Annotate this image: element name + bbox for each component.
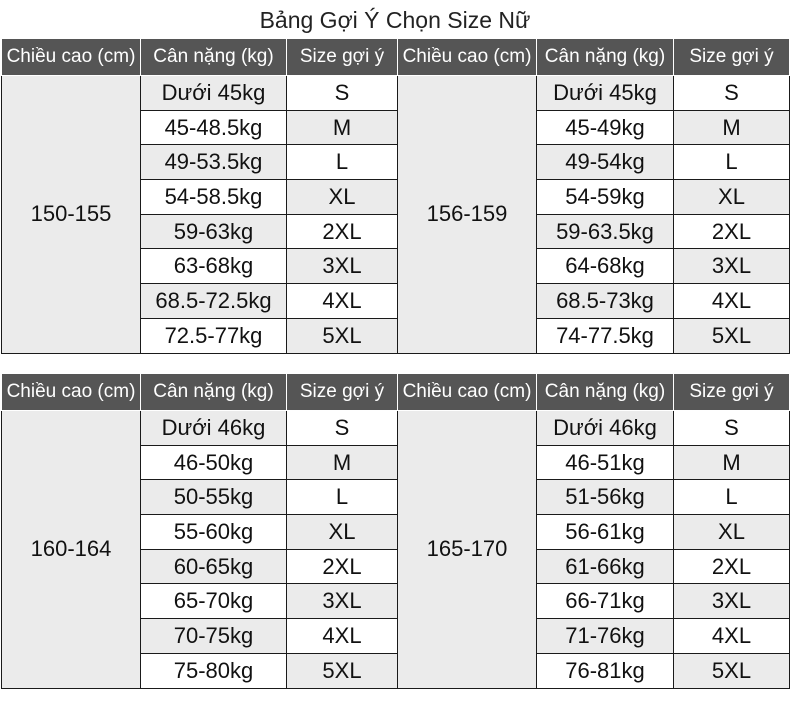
weight-cell: 60-65kg [141,549,287,584]
weight-cell: 45-48.5kg [141,110,287,145]
weight-cell: 76-81kg [537,653,674,688]
size-cell: XL [287,515,398,550]
size-cell: M [287,445,398,480]
size-cell: 2XL [287,214,398,249]
size-cell: 5XL [674,653,790,688]
size-cell: 4XL [674,619,790,654]
size-cell: L [287,480,398,515]
weight-cell: 75-80kg [141,653,287,688]
height-range-cell: 160-164 [2,411,141,689]
header-size: Size gợi ý [287,39,398,76]
size-cell: 4XL [287,284,398,319]
weight-cell: 49-54kg [537,145,674,180]
table-row [2,76,790,111]
header-size: Size gợi ý [674,374,790,411]
size-cell: 3XL [287,249,398,284]
weight-cell: 49-53.5kg [141,145,287,180]
table-header-row [2,39,790,76]
size-cell: XL [674,515,790,550]
weight-cell: 56-61kg [537,515,674,550]
height-range-cell: 150-155 [2,76,141,354]
size-cell: M [674,445,790,480]
weight-cell: Dưới 46kg [141,411,287,446]
size-cell: L [287,145,398,180]
size-cell: S [287,76,398,111]
size-cell: S [674,411,790,446]
size-cell: 4XL [674,284,790,319]
size-cell: 2XL [287,549,398,584]
weight-cell: 46-51kg [537,445,674,480]
header-height: Chiều cao (cm) [398,39,537,76]
weight-cell: 66-71kg [537,584,674,619]
page-title: Bảng Gợi Ý Chọn Size Nữ [259,7,531,33]
size-table-bottom [1,373,790,689]
weight-cell: Dưới 46kg [537,411,674,446]
size-cell: 2XL [674,549,790,584]
header-weight: Cân nặng (kg) [537,374,674,411]
size-cell: XL [287,180,398,215]
size-cell: 3XL [287,584,398,619]
size-cell: L [674,145,790,180]
header-weight: Cân nặng (kg) [537,39,674,76]
size-cell: S [287,411,398,446]
weight-cell: 61-66kg [537,549,674,584]
header-weight: Cân nặng (kg) [141,374,287,411]
size-cell: 3XL [674,584,790,619]
size-cell: 4XL [287,619,398,654]
size-cell: 5XL [674,318,790,353]
header-weight: Cân nặng (kg) [141,39,287,76]
size-cell: 5XL [287,318,398,353]
weight-cell: 68.5-73kg [537,284,674,319]
weight-cell: 70-75kg [141,619,287,654]
weight-cell: 63-68kg [141,249,287,284]
weight-cell: 71-76kg [537,619,674,654]
height-range-cell: 156-159 [398,76,537,354]
size-table-top [1,38,790,354]
size-cell: M [287,110,398,145]
header-height: Chiều cao (cm) [2,374,141,411]
header-height: Chiều cao (cm) [398,374,537,411]
size-cell: 3XL [674,249,790,284]
weight-cell: 68.5-72.5kg [141,284,287,319]
weight-cell: Dưới 45kg [537,76,674,111]
weight-cell: 59-63kg [141,214,287,249]
header-size: Size gợi ý [287,374,398,411]
weight-cell: 64-68kg [537,249,674,284]
size-cell: M [674,110,790,145]
weight-cell: 65-70kg [141,584,287,619]
size-cell: 2XL [674,214,790,249]
weight-cell: 59-63.5kg [537,214,674,249]
weight-cell: 74-77.5kg [537,318,674,353]
weight-cell: 45-49kg [537,110,674,145]
weight-cell: 72.5-77kg [141,318,287,353]
weight-cell: 50-55kg [141,480,287,515]
weight-cell: 54-59kg [537,180,674,215]
size-cell: S [674,76,790,111]
size-cell: L [674,480,790,515]
weight-cell: 54-58.5kg [141,180,287,215]
size-cell: 5XL [287,653,398,688]
header-size: Size gợi ý [674,39,790,76]
table-row [2,411,790,446]
weight-cell: 46-50kg [141,445,287,480]
table-header-row [2,374,790,411]
size-cell: XL [674,180,790,215]
weight-cell: 51-56kg [537,480,674,515]
header-height: Chiều cao (cm) [2,39,141,76]
weight-cell: Dưới 45kg [141,76,287,111]
weight-cell: 55-60kg [141,515,287,550]
height-range-cell: 165-170 [398,411,537,689]
